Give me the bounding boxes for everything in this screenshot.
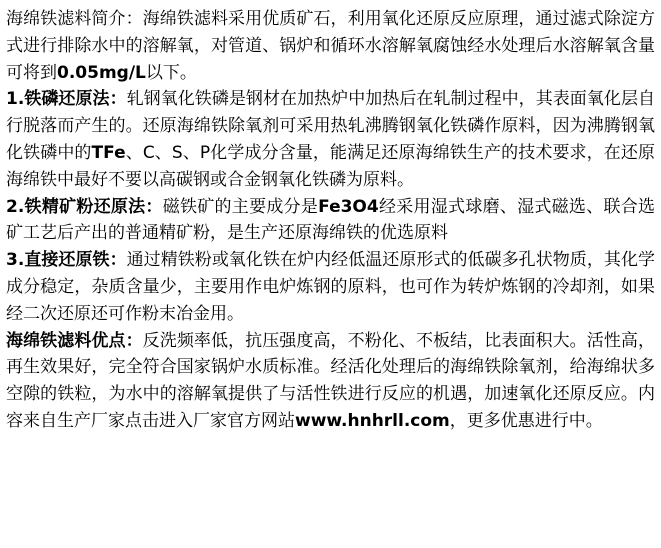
text-run: 1.铁磷还原法：: [6, 89, 127, 110]
text-run: Fe3O4: [318, 196, 379, 217]
paragraph-method-3: [6, 247, 655, 327]
text-run: TFe: [91, 142, 126, 163]
paragraph-method-1: [6, 86, 655, 193]
text-run: 通过精铁粉或氧化铁在炉内经低温还原形式的低碳多孔状物质，其化学成分稳定，杂质含量少，主要用作电炉炼钢的原料，也可作为转炉炼钢的冷却剂，如果经二次还原还可作粉末冶金用。: [6, 250, 655, 324]
text-run: 海绵铁滤料优点：: [6, 330, 143, 351]
text-run: 反洗频率低，抗压强度高，不粉化、不板结，比表面积大。活性高，再生效果好，完全符合国家锅炉水质标准。经活化处理后的海绵铁除氧剂，给海绵状多空隙的铁粒，为水中的溶解氧提供了与活性铁进行反应的机遇，加速氧化还原反应。内容来自生产厂家点击进入厂家官方网站: [6, 330, 656, 431]
paragraph-intro: [6, 6, 655, 86]
text-run: 磁铁矿的主要成分是: [162, 196, 319, 217]
text-run: ，更多优惠进行中。: [449, 410, 603, 431]
text-run: 轧钢氧化铁磷是钢材在加热炉中加热后在轧制过程中，其表面氧化层自行脱落而产生的。还原海绵铁除氧剂可采用热轧沸腾钢氧化铁磷作原料，因为沸腾钢氧化铁磷中的: [6, 89, 655, 163]
text-run: www.hnhrll.com: [295, 410, 450, 431]
text-run: 2.铁精矿粉还原法：: [6, 196, 163, 217]
text-run: 以下。: [145, 62, 197, 83]
text-run: 经采用湿式球磨、湿式磁选、联合选矿工艺后产出的普通精矿粉，是生产还原海绵铁的优选原料: [6, 196, 656, 244]
paragraph-advantages: [6, 328, 655, 435]
text-run: 、C、S、P化学成分含量，能满足还原海绵铁生产的技术要求，在还原海绵铁中最好不要以高碳钢或合金钢氧化铁磷为原料。: [6, 142, 655, 190]
paragraph-method-2: [6, 194, 655, 248]
text-run: 3.直接还原铁：: [6, 250, 127, 271]
text-run: 海绵铁滤料简介：海绵铁滤料采用优质矿石，利用氧化还原反应原理，通过滤式除淀方式进行排除水中的溶解氧，对管道、锅炉和循环水溶解氧腐蚀经水处理后水溶解氧含量可将到: [6, 9, 655, 83]
text-run: 0.05mg/L: [57, 62, 146, 83]
